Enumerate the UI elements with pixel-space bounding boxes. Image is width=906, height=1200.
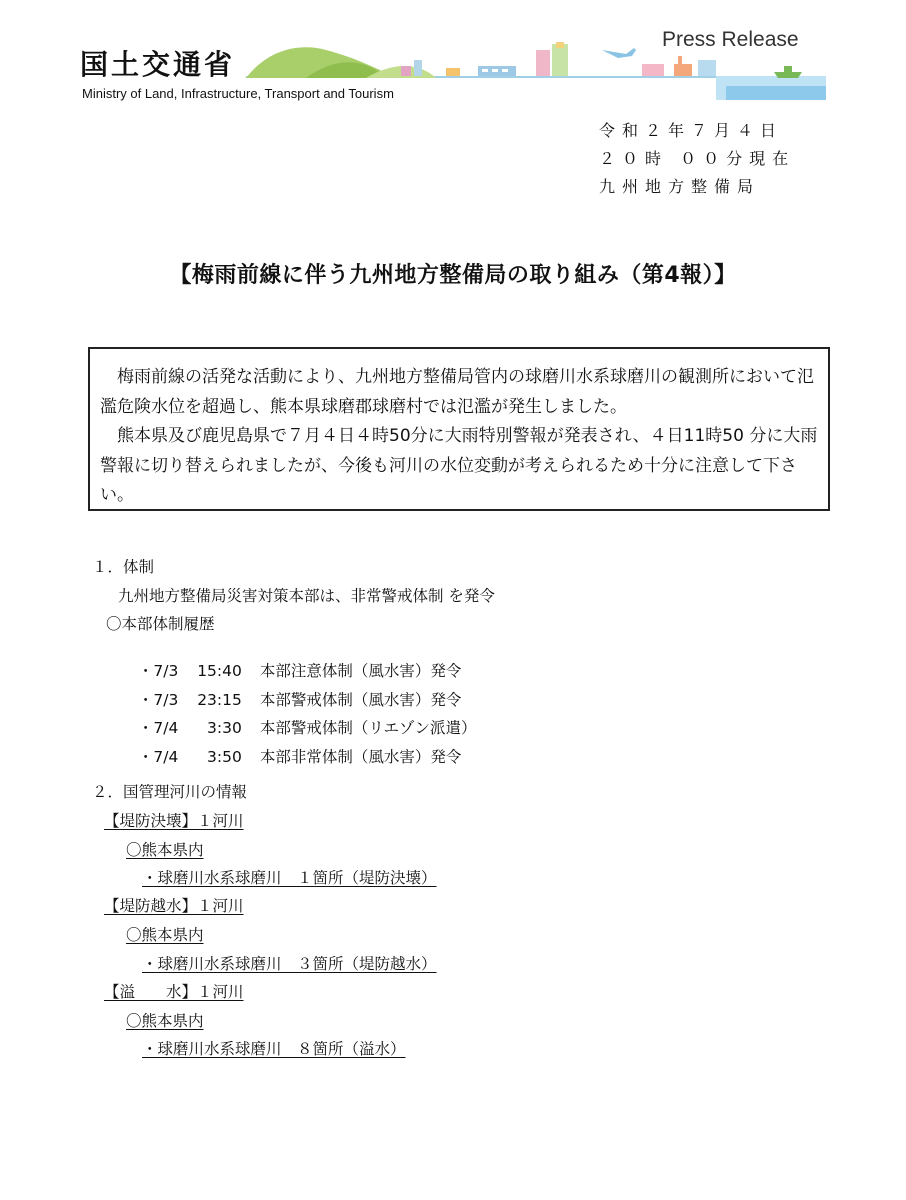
- history-date: ・7/3: [137, 691, 179, 709]
- section1-heading: １．体制: [92, 558, 155, 576]
- history-desc: 本部非常体制（風水害）発令: [259, 748, 462, 766]
- history-time: 15:40: [197, 662, 242, 680]
- summary-paragraph-2: 熊本県及び鹿児島県で７月４日４時50分に大雨特別警報が発表され、４日11時50 分に大雨警報に切り替えられましたが、今後も河川の水位変動が考えられるため十分に注意して下さい。: [100, 426, 818, 505]
- section2-heading: ２．国管理河川の情報: [92, 783, 248, 801]
- history-time: 3:30: [207, 719, 242, 737]
- river-item: ・球磨川水系球磨川 ８箇所（溢水）: [142, 1040, 406, 1058]
- history-time: 3:50: [207, 748, 242, 766]
- header-scenery-illustration: [246, 42, 826, 100]
- page-title: 【梅雨前線に伴う九州地方整備局の取り組み（第4報）】: [169, 263, 737, 288]
- history-date: ・7/4: [137, 748, 179, 766]
- prefecture-label: 〇熊本県内: [126, 926, 204, 944]
- summary-paragraph-1: 梅雨前線の活発な活動により、九州地方整備局管内の球磨川水系球磨川の観測所において氾濫危険水位を超過し、熊本県球磨郡球磨村では氾濫が発生しました。: [100, 367, 814, 417]
- press-release-label: Press Release: [662, 28, 799, 51]
- prefecture-label: 〇熊本県内: [126, 1012, 204, 1030]
- history-desc: 本部警戒体制（リエゾン派遣）: [259, 719, 477, 737]
- org-name-en: Ministry of Land, Infrastructure, Transport and Tourism: [82, 86, 394, 101]
- river-item: ・球磨川水系球磨川 ３箇所（堤防越水）: [142, 955, 437, 973]
- history-desc: 本部警戒体制（風水害）発令: [259, 691, 462, 709]
- summary-box: [88, 347, 830, 511]
- time-line: ２０時 ００分現在: [599, 149, 796, 168]
- history-date: ・7/3: [137, 662, 179, 680]
- inundation-label: 【溢 水】１河川: [104, 983, 244, 1001]
- river-item: ・球磨川水系球磨川 １箇所（堤防決壊）: [142, 869, 437, 887]
- history-desc: 本部注意体制（風水害）発令: [259, 662, 462, 680]
- prefecture-label: 〇熊本県内: [126, 841, 204, 859]
- levee-overflow-label: 【堤防越水】１河川: [104, 897, 244, 915]
- history-title: 〇本部体制履歴: [106, 615, 215, 633]
- history-row: [128, 727, 461, 767]
- history-date: ・7/4: [137, 719, 179, 737]
- levee-breach-label: 【堤防決壊】１河川: [104, 812, 244, 830]
- date-line: 令和２年７月４日: [599, 121, 784, 140]
- org-name-jp: 国土交通省: [80, 48, 236, 81]
- bureau-line: 九州地方整備局: [599, 177, 761, 196]
- history-time: 23:15: [197, 691, 242, 709]
- section1-text: 九州地方整備局災害対策本部は、非常警戒体制 を発令: [118, 587, 495, 605]
